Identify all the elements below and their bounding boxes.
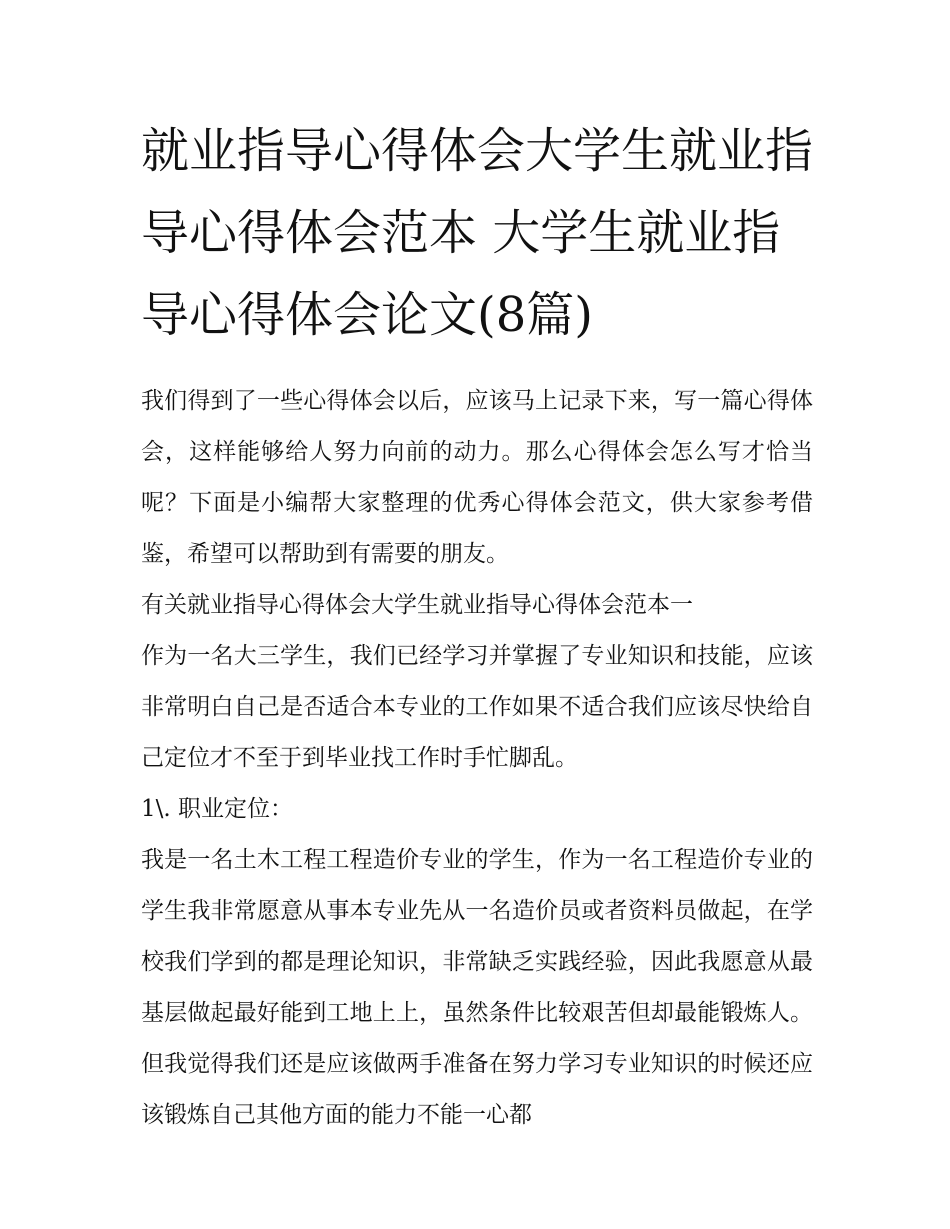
paragraph-section-heading: 有关就业指导心得体会大学生就业指导心得体会范本一 [141,592,693,618]
paragraph-intro: 我们得到了一些心得体会以后，应该马上记录下来，写一篇心得体会，这样能够给人努力向前的动力。那么心得体会怎么写才恰当呢？下面是小编帮大家整理的优秀心得体会范文，供大家参考借鉴，希望可以帮助到有需要的朋友。 [141,388,813,567]
paragraph-career-body: 我是一名土木工程工程造价专业的学生，作为一名工程造价专业的学生我非常愿意从事本专业先从一名造价员或者资料员做起，在学校我们学到的都是理论知识，非常缺乏实践经验，因此我愿意从最基层做起最好能到工地上上，虽然条件比较艰苦但却最能锻炼人。但我觉得我们还是应该做两手准备在努力学习专业知识的时候还应该锻炼自己其他方面的能力不能一心都 [141,847,813,1128]
document-page [141,110,813,1141]
document-body [141,376,813,1141]
document-title: 就业指导心得体会大学生就业指导心得体会范本 大学生就业指导心得体会论文(8篇) [141,123,814,343]
paragraph-career-heading: 1\. 职业定位： [141,796,294,822]
paragraph-student-intro: 作为一名大三学生，我们已经学习并掌握了专业知识和技能，应该非常明白自己是否适合本专业的工作如果不适合我们应该尽快给自己定位才不至于到毕业找工作时手忙脚乱。 [141,643,813,771]
